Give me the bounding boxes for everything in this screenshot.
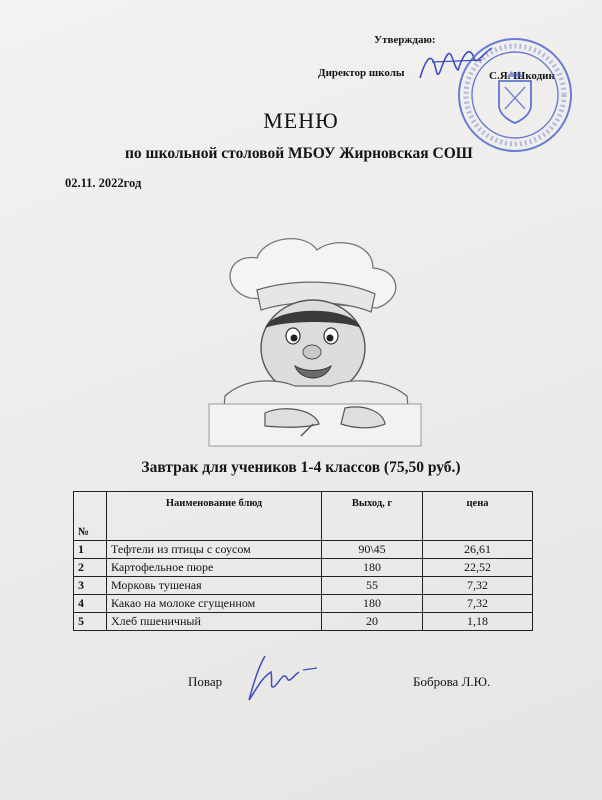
menu-subtitle: по школьной столовой МБОУ Жирновская СОШ: [125, 145, 473, 162]
header-num: №: [74, 492, 107, 541]
table-row: [74, 595, 533, 613]
table-row: [74, 613, 533, 631]
row-num: 2: [74, 559, 107, 577]
table-row: [74, 559, 533, 577]
menu-table: [73, 491, 533, 631]
approve-label: Утверждаю:: [374, 34, 436, 46]
row-num: 5: [74, 613, 107, 631]
menu-title: МЕНЮ: [263, 108, 339, 133]
row-num: 4: [74, 595, 107, 613]
director-label: Директор школы: [318, 67, 405, 79]
row-output: 180: [322, 559, 423, 577]
director-name: С.Я. Шкодин: [489, 70, 555, 82]
table-row: [74, 577, 533, 595]
menu-date: 02.11. 2022год: [65, 176, 142, 190]
row-dish: Хлеб пшеничный: [107, 613, 322, 631]
row-output: 20: [322, 613, 423, 631]
table-header-row: [74, 492, 533, 541]
row-price: 26,61: [423, 541, 533, 559]
header-output: Выход, г: [322, 492, 423, 541]
row-num: 1: [74, 541, 107, 559]
cook-signature: [243, 652, 323, 706]
cook-label: Повар: [188, 674, 223, 689]
row-dish: Морковь тушеная: [107, 577, 322, 595]
table-row: [74, 541, 533, 559]
row-dish: Какао на молоке сгущенном: [107, 595, 322, 613]
row-num: 3: [74, 577, 107, 595]
row-output: 180: [322, 595, 423, 613]
row-price: 7,32: [423, 577, 533, 595]
meal-title: Завтрак для учеников 1-4 классов (75,50 руб.): [141, 459, 461, 476]
row-dish: Картофельное пюре: [107, 559, 322, 577]
row-price: 7,32: [423, 595, 533, 613]
row-price: 1,18: [423, 613, 533, 631]
chef-illustration: [195, 228, 435, 453]
row-output: 55: [322, 577, 423, 595]
row-output: 90\45: [322, 541, 423, 559]
cook-name: Боброва Л.Ю.: [413, 674, 491, 689]
school-seal: [455, 35, 575, 155]
header-price: цена: [423, 492, 533, 541]
header-name: Наименование блюд: [107, 492, 322, 541]
row-price: 22,52: [423, 559, 533, 577]
row-dish: Тефтели из птицы с соусом: [107, 541, 322, 559]
